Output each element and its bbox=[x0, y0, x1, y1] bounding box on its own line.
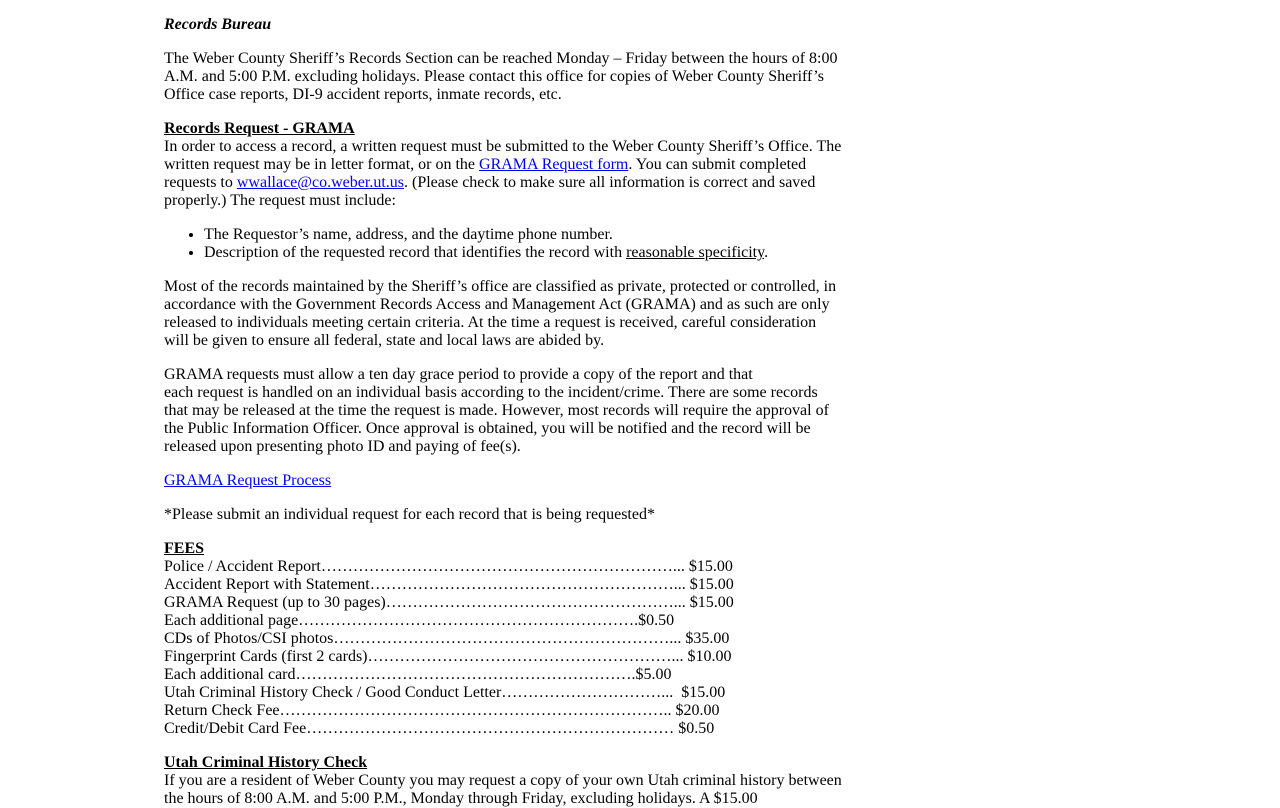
fee-line: GRAMA Request (up to 30 pages)………………………………………………... $15.00 bbox=[164, 594, 734, 611]
grama-request-form-link[interactable]: GRAMA Request form bbox=[479, 156, 629, 173]
list-item bbox=[204, 226, 844, 244]
fee-line: Credit/Debit Card Fee…………………………………………………………… $0.50 bbox=[164, 720, 715, 737]
grama-text-1: In order to access a record, a written request must be submitted to the Weber County Sheriff’s Office. The written request may be in letter format, or on the bbox=[164, 138, 842, 173]
fee-line: Return Check Fee……………………………………………………………….. $20.00 bbox=[164, 702, 720, 719]
email-link[interactable]: wwallace@co.weber.ut.us bbox=[236, 174, 404, 191]
fee-line: Fingerprint Cards (first 2 cards)…………………………………………………... $10.00 bbox=[164, 648, 732, 665]
list-item bbox=[204, 244, 844, 262]
document-body bbox=[164, 16, 844, 808]
page-title: Records Bureau bbox=[164, 16, 272, 33]
criminal-history-text: If you are a resident of Weber County you may request a copy of your own Utah criminal history between the hours of 8:00 A.M. and 5:00 P.M., Monday through Friday, excluding holidays. A $15.00 bbox=[164, 772, 842, 807]
classified-paragraph: Most of the records maintained by the Sheriff’s office are classified as private, protected or controlled, in accordance with the Government Records Access and Management Act (GRAMA) and as such are only released to individuals meeting certain criteria. At the time a request is received, careful consideration will be given to ensure all federal, state and local laws are abided by. bbox=[164, 278, 837, 349]
reasonable-specificity-text: reasonable specificity bbox=[626, 244, 765, 261]
intro-paragraph: The Weber County Sheriff’s Records Section can be reached Monday – Friday between the hours of 8:00 A.M. and 5:00 P.M. excluding holidays. Please contact this office for copies of Weber County Sheriff’s Office case reports, DI-9 accident reports, inmate records, etc. bbox=[164, 50, 838, 103]
grama-text-2: . You can submit completed requests to bbox=[164, 156, 807, 191]
fees-heading: FEES bbox=[164, 540, 205, 557]
list-item-text: The Requestor’s name, address, and the daytime phone number. bbox=[204, 226, 613, 243]
fee-line: CDs of Photos/CSI photos………………………………………………………... $35.00 bbox=[164, 630, 730, 647]
fees-section bbox=[164, 540, 844, 738]
grama-heading: Records Request - GRAMA bbox=[164, 120, 355, 137]
fee-line: Accident Report with Statement…………………………………………………... $15.00 bbox=[164, 576, 734, 593]
process-paragraph bbox=[164, 472, 844, 490]
individual-request-note: *Please submit an individual request for each record that is being requested* bbox=[164, 506, 655, 523]
grace-rest: each request is handled on an individual basis according to the incident/crime. There are some records that may be released at the time the request is made. However, most records will require the approval of the Public Information Officer. Once approval is obtained, you will be notified and the record will be released upon presenting photo ID and paying of fee(s). bbox=[164, 384, 829, 455]
fee-line: Utah Criminal History Check / Good Conduct Letter…………………………... $15.00 bbox=[164, 684, 726, 701]
fee-line: Each additional card……………………………………………………….$5.00 bbox=[164, 666, 672, 683]
list-item-suffix: . bbox=[764, 244, 769, 261]
criminal-history-heading: Utah Criminal History Check bbox=[164, 754, 368, 771]
fee-line: Police / Accident Report…………………………………………………………... $15.00 bbox=[164, 558, 733, 575]
fee-line: Each additional page……………………………………………………….$0.50 bbox=[164, 612, 675, 629]
grama-text-3: . (Please check to make sure all information is correct and saved properly.) The request must include: bbox=[164, 174, 816, 209]
list-item-text: Description of the requested record that identifies the record with bbox=[204, 244, 627, 261]
request-requirements-list bbox=[164, 226, 844, 262]
grama-section bbox=[164, 120, 844, 210]
grama-request-process-link[interactable]: GRAMA Request Process bbox=[164, 472, 332, 489]
grace-period-paragraph bbox=[164, 366, 844, 456]
grace-line-1: GRAMA requests must allow a ten day grace period to provide a copy of the report and that bbox=[164, 366, 753, 383]
